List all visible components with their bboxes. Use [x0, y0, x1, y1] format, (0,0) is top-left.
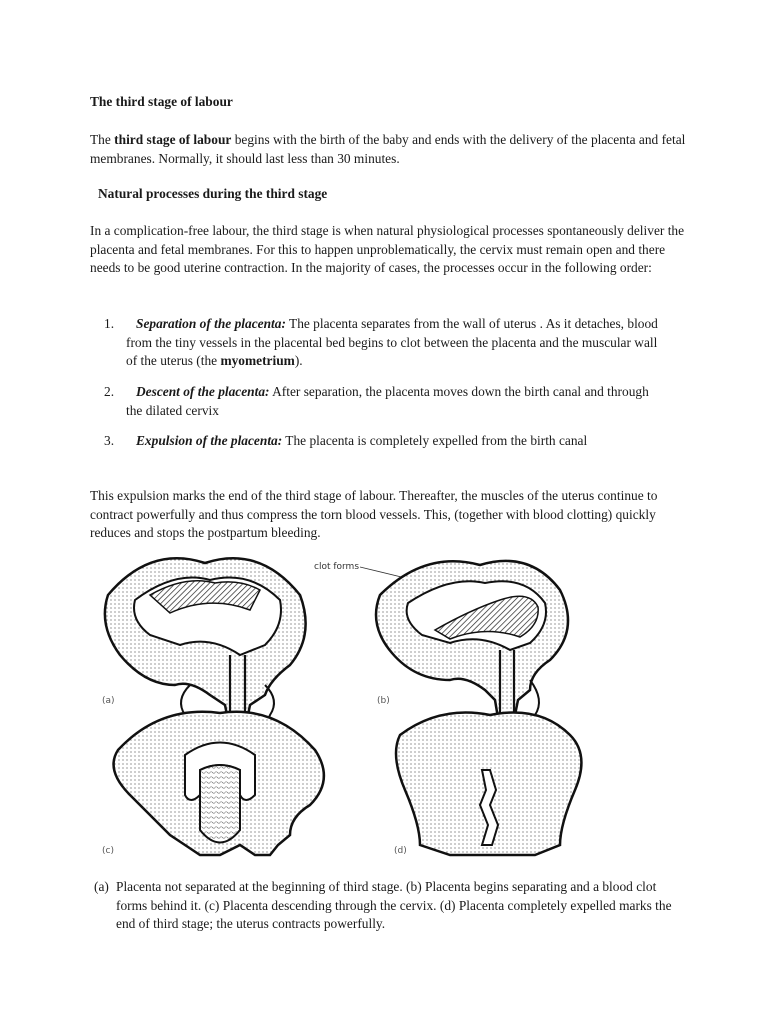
panel-b-label: (b) — [377, 696, 390, 706]
intro-post: begins with the birth of the baby and ends with the delivery of the placenta and fetal membranes. Normally, it should last less than 30 minutes. — [90, 132, 686, 166]
uterus-figure — [90, 555, 670, 860]
figure-caption — [94, 878, 684, 934]
step-title: Expulsion of the placenta: — [136, 433, 283, 448]
panel-d-diagram — [394, 713, 581, 857]
step-bold: myometrium — [220, 353, 295, 368]
panel-a-diagram — [102, 558, 306, 735]
page-title: The third stage of labour — [90, 94, 233, 109]
list-item — [104, 315, 664, 371]
paragraph-processes: In a complication-free labour, the third stage is when natural physiological processes spontaneously deliver the placenta and fetal membranes. For this to happen unproblematically, the cervix must remain open and there needs to be good uterine contraction. In the majority of cases, the processes occur in the following order: — [90, 223, 685, 275]
uterus-diagram — [90, 555, 670, 860]
list-number: 1. — [104, 316, 115, 331]
list-number: 3. — [104, 433, 115, 448]
clot-forms-label: clot forms — [314, 562, 360, 572]
step-text: The placenta separates from the wall of uterus . As it detaches, blood from the tiny vessels in the placental bed begins to clot between the placenta and the muscular wall of the uterus (the — [126, 316, 658, 368]
list-number: 2. — [104, 384, 115, 399]
panel-c-label: (c) — [102, 846, 114, 856]
panel-c-diagram — [102, 712, 324, 856]
step-tail: ). — [294, 353, 303, 368]
panel-a-label: (a) — [102, 696, 115, 706]
step-title: Separation of the placenta: — [136, 316, 286, 331]
caption-text: Placenta not separated at the beginning of third stage. (b) Placenta begins separating and a blood clot forms behind it. (c) Placenta descending through the cervix. (d) Placenta completely expelled marks the end of third stage; the uterus contracts powerfully. — [116, 879, 672, 931]
step-title: Descent of the placenta: — [136, 384, 270, 399]
intro-paragraph — [90, 131, 690, 168]
list-item — [104, 432, 664, 451]
intro-pre: The — [90, 132, 115, 147]
step-text: After separation, the placenta moves down the birth canal and through the dilated cervix — [126, 384, 649, 418]
step-text: The placenta is completely expelled from the birth canal — [282, 433, 588, 448]
panel-d-label: (d) — [394, 846, 407, 856]
section-heading: Natural processes during the third stage — [98, 186, 328, 201]
panel-b-diagram — [314, 561, 568, 735]
paragraph-expulsion: This expulsion marks the end of the third stage of labour. Thereafter, the muscles of the uterus continue to contract powerfully and thus compress the torn blood vessels. This, (together with blood clotting) quickly reduces and stops the postpartum bleeding. — [90, 488, 658, 540]
list-item — [104, 383, 664, 420]
intro-bold: third stage of labour — [114, 132, 232, 147]
caption-marker: (a) — [94, 879, 109, 894]
